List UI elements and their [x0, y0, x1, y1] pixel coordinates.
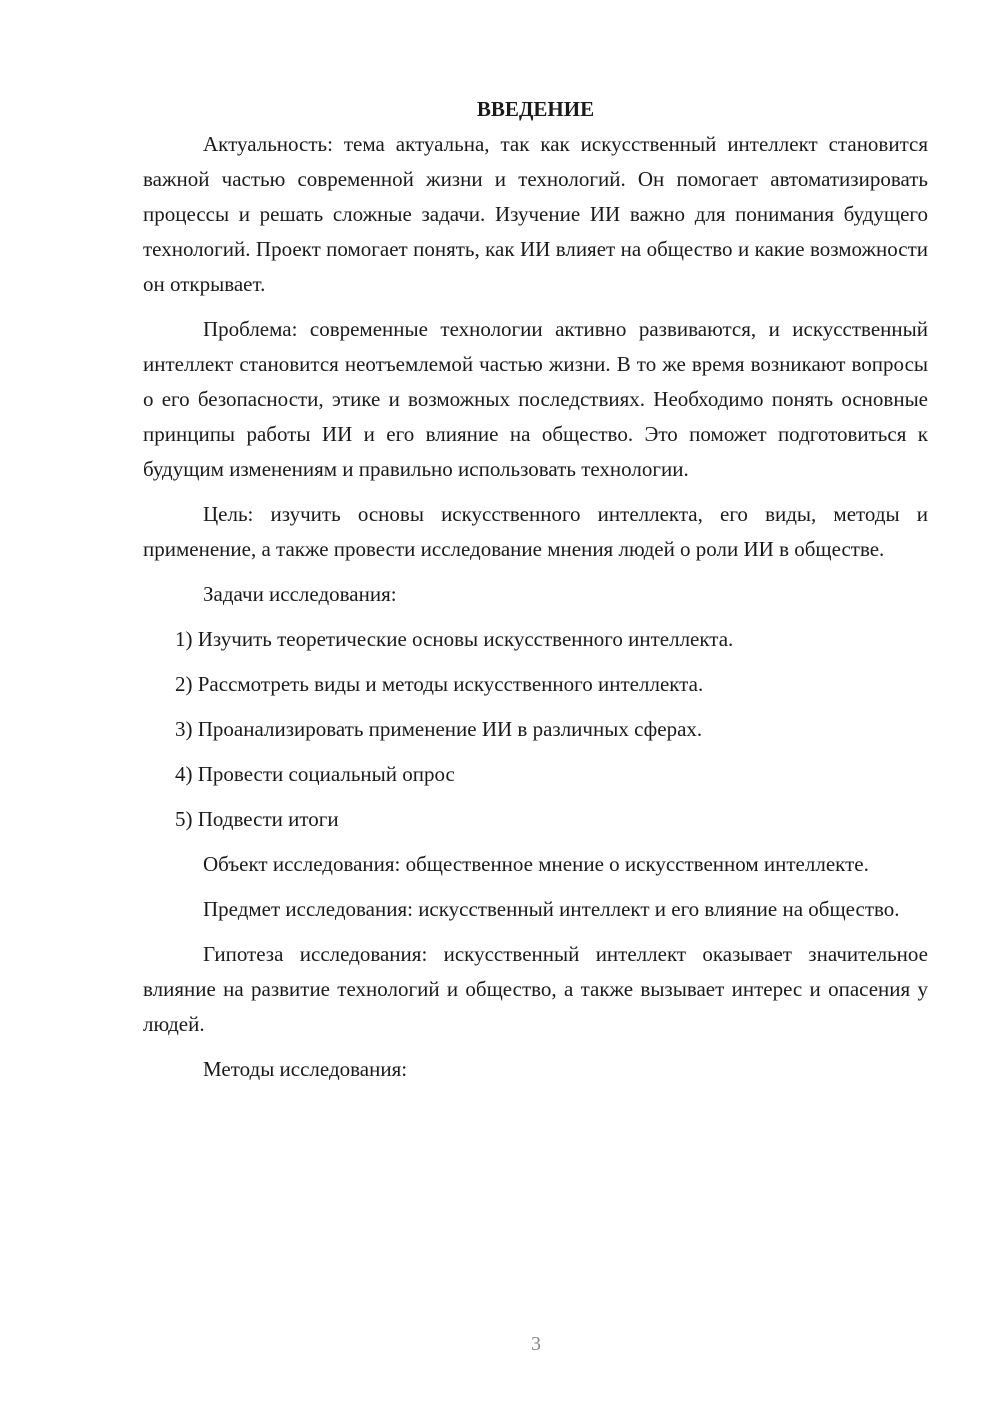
list-item: 1) Изучить теоретические основы искусственного интеллекта. — [175, 627, 734, 651]
list-item: 2) Рассмотреть виды и методы искусственного интеллекта. — [175, 672, 704, 696]
problem-paragraph: Проблема: современные технологии активно развиваются, и искусственный интеллект становится неотъемлемой частью жизни. В то же время возникают вопросы о его безопасности, этике и возможных последствиях. Необходимо понять основные принципы работы ИИ и его влияние на общество. Это поможет подготовиться к будущим изменениям и правильно использовать технологии. — [143, 317, 928, 481]
object-paragraph: Объект исследования: общественное мнение о искусственном интеллекте. — [203, 852, 869, 876]
subject-paragraph: Предмет исследования: искусственный интеллект и его влияние на общество. — [203, 897, 900, 921]
section-title: ВВЕДЕНИЕ — [476, 97, 595, 121]
page-number: 3 — [531, 1333, 541, 1355]
task-list — [143, 622, 928, 837]
relevance-paragraph: Актуальность: тема актуальна, так как искусственный интеллект становится важной частью современной жизни и технологий. Он помогает автоматизировать процессы и решать сложные задачи. Изучение ИИ важно для понимания будущего технологий. Проект помогает понять, как ИИ влияет на общество и какие возможности он открывает. — [143, 132, 928, 296]
list-item: 4) Провести социальный опрос — [175, 762, 455, 786]
list-item: 3) Проанализировать применение ИИ в различных сферах. — [175, 717, 703, 741]
hypothesis-paragraph: Гипотеза исследования: искусственный интеллект оказывает значительное влияние на развитие технологий и общество, а также вызывает интерес и опасения у людей. — [143, 942, 928, 1036]
document-page — [143, 92, 928, 1097]
methods-heading: Методы исследования: — [203, 1057, 408, 1081]
goal-paragraph: Цель: изучить основы искусственного интеллекта, его виды, методы и применение, а также провести исследование мнения людей о роли ИИ в обществе. — [143, 502, 928, 561]
list-item: 5) Подвести итоги — [175, 807, 339, 831]
tasks-heading: Задачи исследования: — [203, 582, 397, 606]
